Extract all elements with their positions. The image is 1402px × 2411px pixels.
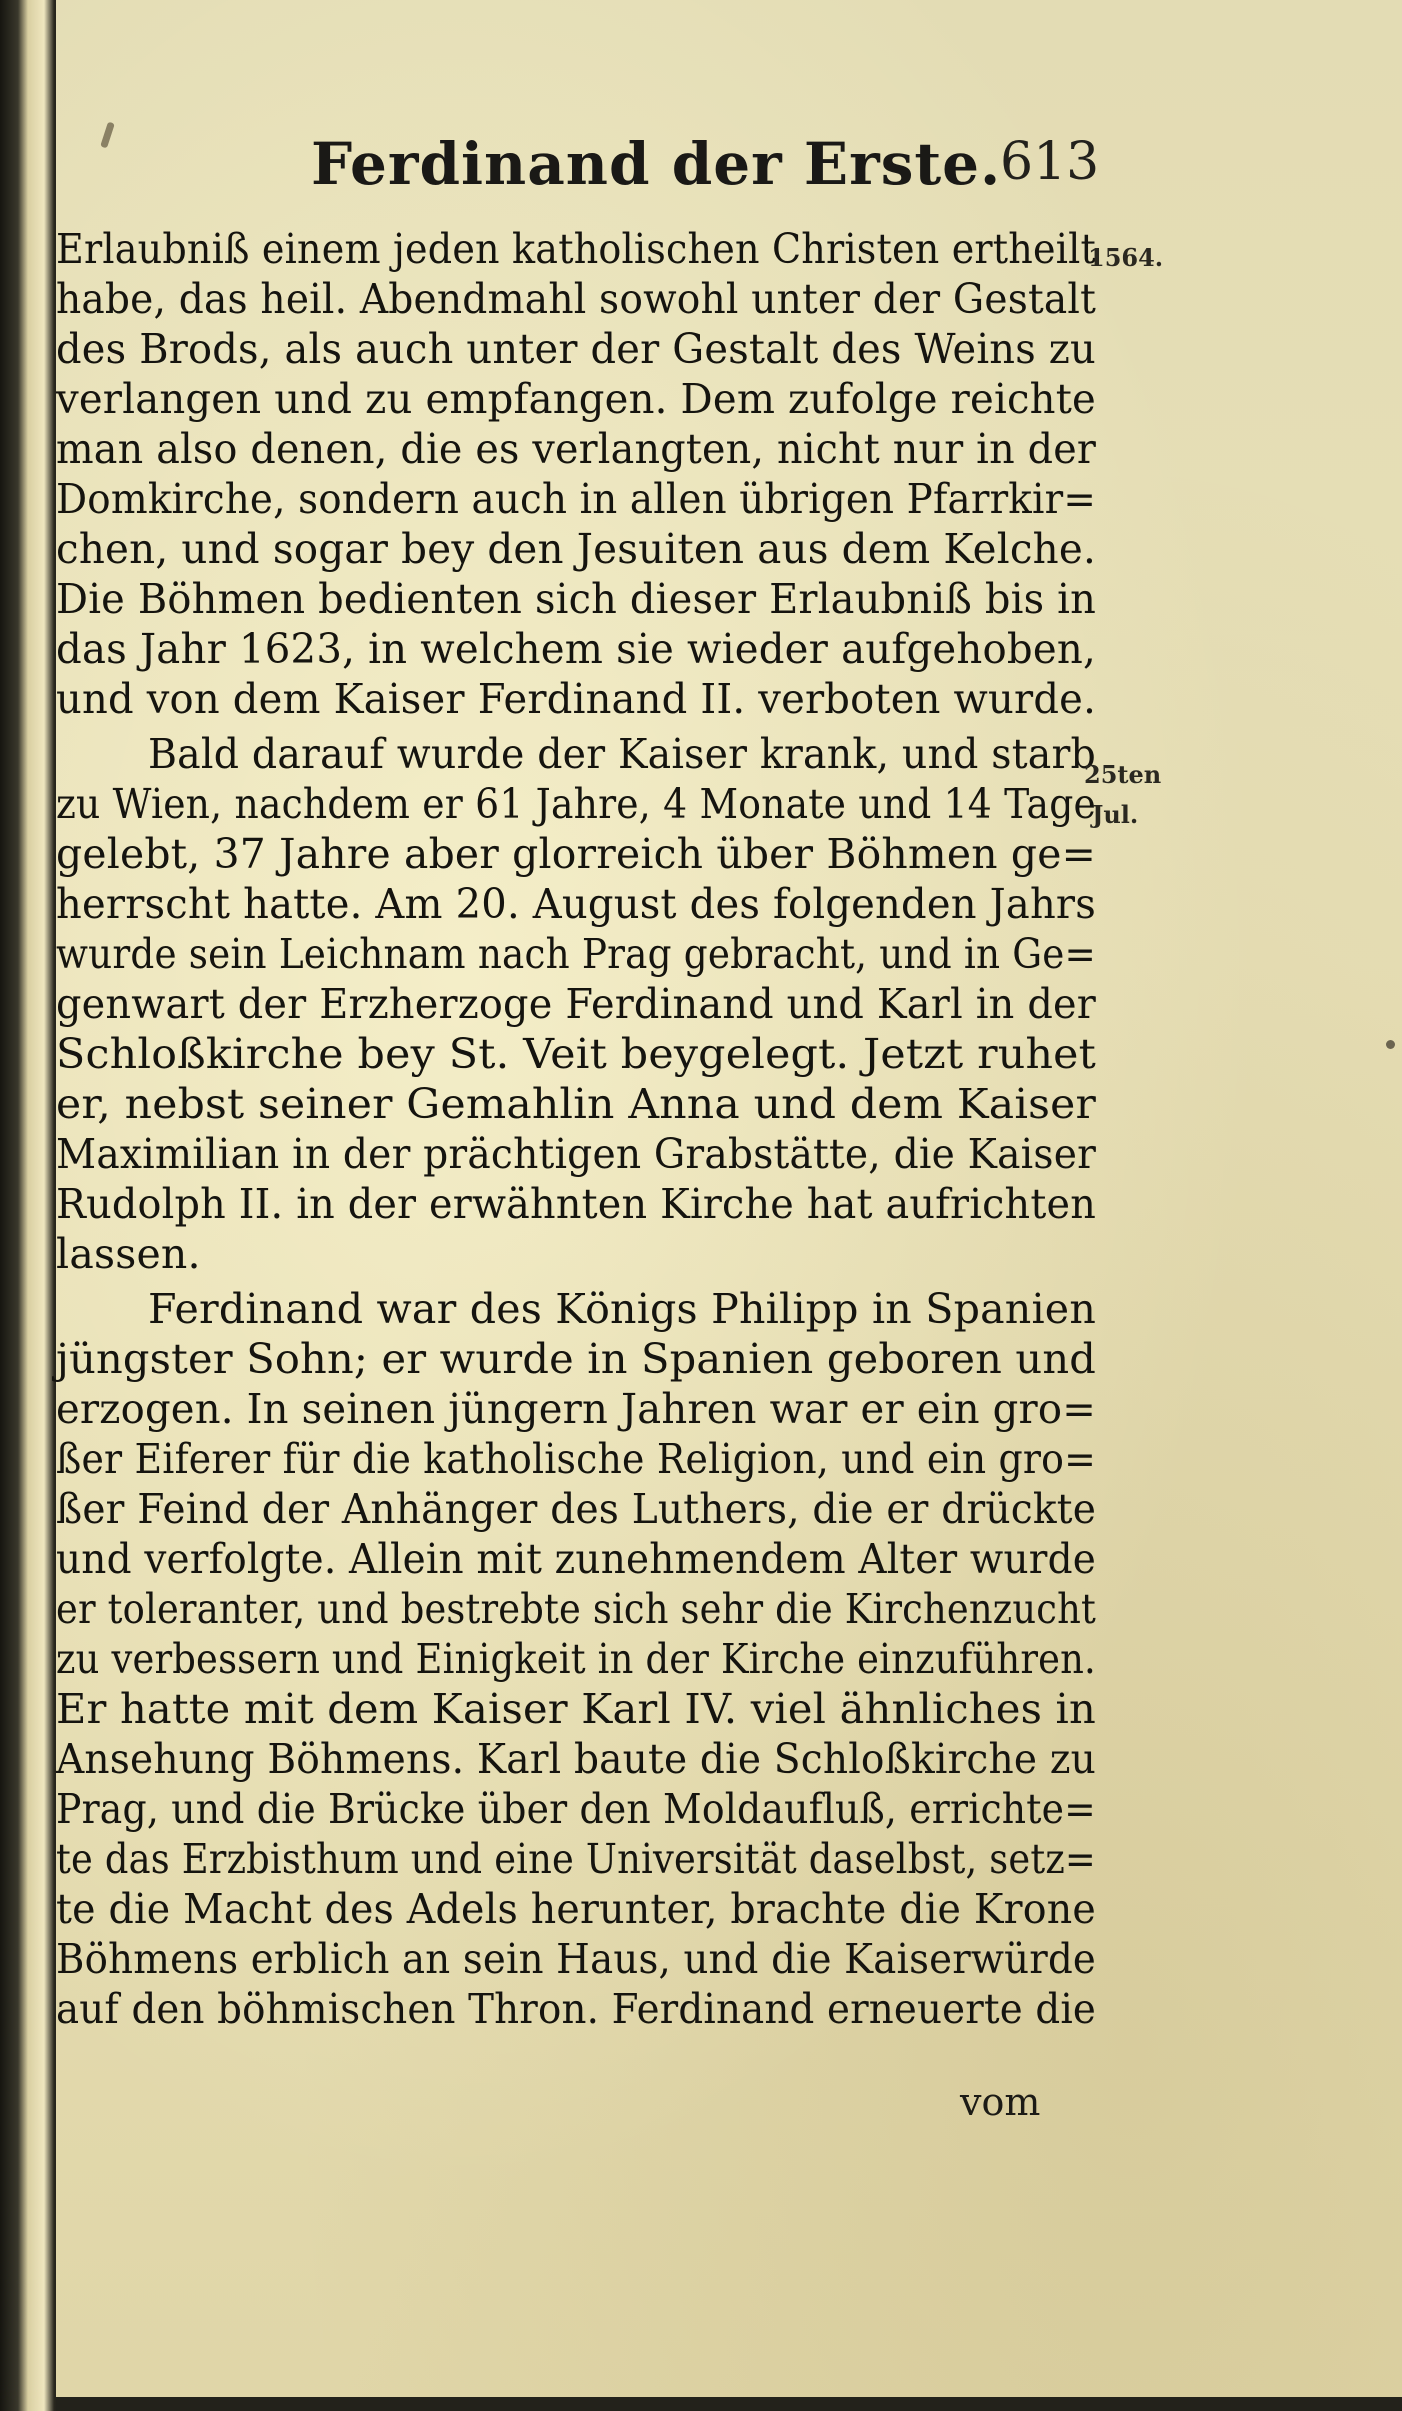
text-line: erzogen. In seinen jüngern Jahren war er ein gro= [56,1385,1097,1433]
text-line: te das Erzbisthum und eine Universität daselbst, setz= [56,1835,1096,1883]
text-line: Schloßkirche bey St. Veit beygelegt. Jetzt ruhet [56,1030,1097,1078]
text-line: jüngster Sohn; er wurde in Spanien geboren und [56,1335,1097,1383]
text-line: und verfolgte. Allein mit zunehmendem Alter wurde [56,1535,1097,1583]
margin-note-date-day: 25ten [1084,760,1162,789]
text-line: Die Böhmen bedienten sich dieser Erlaubniß bis in [56,575,1097,623]
body-text [56,0,1402,2411]
text-line: verlangen und zu empfangen. Dem zufolge reichte [56,375,1096,423]
text-line: ßer Eiferer für die katholische Religion, und ein gro= [56,1435,1097,1483]
text-line: des Brods, als auch unter der Gestalt des Weins zu [56,325,1096,373]
text-line: Rudolph II. in der erwähnten Kirche hat aufrichten [56,1180,1097,1228]
text-line: Prag, und die Brücke über den Moldaufluß, errichte= [56,1785,1096,1833]
text-line: und von dem Kaiser Ferdinand II. verboten wurde. [56,675,1097,723]
running-head: Ferdinand der Erste. [311,130,1002,198]
text-line: herrscht hatte. Am 20. August des folgenden Jahrs [56,880,1097,928]
text-line: er, nebst seiner Gemahlin Anna und dem Kaiser [56,1080,1097,1128]
text-line: zu verbessern und Einigkeit in der Kirche einzuführen. [56,1635,1096,1683]
margin-note-date-month: Jul. [1092,800,1139,829]
text-line: Domkirche, sondern auch in allen übrigen Pfarrkir= [56,475,1097,523]
text-line: Maximilian in der prächtigen Grabstätte, die Kaiser [56,1130,1097,1178]
text-line: gelebt, 37 Jahre aber glorreich über Böhmen ge= [56,830,1096,878]
text-line: auf den böhmischen Thron. Ferdinand erneuerte die [56,1985,1097,2033]
text-line: er toleranter, und bestrebte sich sehr die Kirchenzucht [56,1585,1096,1633]
text-line-paragraph-start: Ferdinand war des Königs Philipp in Spanien [148,1285,1097,1333]
page-number: 613 [1000,132,1100,192]
text-line: genwart der Erzherzoge Ferdinand und Karl in der [56,980,1097,1028]
text-line: wurde sein Leichnam nach Prag gebracht, und in Ge= [56,930,1097,978]
text-line: ßer Feind der Anhänger des Luthers, die er drückte [56,1485,1097,1533]
text-line: te die Macht des Adels herunter, brachte die Krone [56,1885,1096,1933]
text-line: man also denen, die es verlangten, nicht nur in der [56,425,1097,473]
catchword: vom [960,2080,1041,2124]
text-line: Böhmens erblich an sein Haus, und die Kaiserwürde [56,1935,1096,1983]
margin-note-year: 1564. [1088,243,1164,272]
text-line: lassen. [56,1230,201,1278]
text-line: Erlaubniß einem jeden katholischen Christen ertheilt [56,225,1096,273]
text-line: Ansehung Böhmens. Karl baute die Schloßkirche zu [56,1735,1097,1783]
text-line: chen, und sogar bey den Jesuiten aus dem Kelche. [56,525,1097,573]
paper-spot [1386,1040,1395,1049]
text-line: habe, das heil. Abendmahl sowohl unter der Gestalt [56,275,1097,323]
text-line: das Jahr 1623, in welchem sie wieder aufgehoben, [56,625,1096,673]
book-binding-edge [0,0,60,2411]
text-line-paragraph-start: Bald darauf wurde der Kaiser krank, und starb [148,730,1096,778]
text-line: Er hatte mit dem Kaiser Karl IV. viel ähnliches in [56,1685,1096,1733]
page-paper [56,0,1402,2411]
text-line: zu Wien, nachdem er 61 Jahre, 4 Monate und 14 Tage [56,780,1097,828]
